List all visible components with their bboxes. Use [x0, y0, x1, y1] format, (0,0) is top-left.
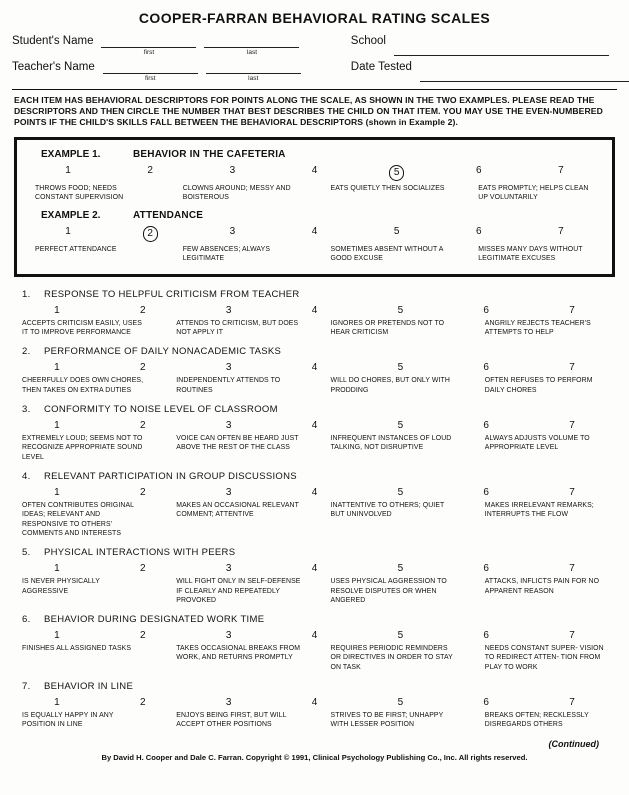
descriptor: EATS QUIETLY THEN SOCIALIZES: [330, 184, 445, 192]
scale-point[interactable]: 1: [54, 697, 60, 709]
scale-point[interactable]: 7: [569, 486, 575, 498]
scale-point: 6: [475, 226, 482, 238]
student-first-field[interactable]: [101, 34, 196, 48]
scale-point: 5: [393, 226, 400, 238]
scale-point[interactable]: 3: [225, 697, 232, 709]
scale-point[interactable]: 2: [139, 697, 146, 709]
scale-point: 7: [558, 226, 564, 238]
examples-box: [14, 137, 615, 277]
rating-item-6: [14, 614, 615, 672]
descriptor: STRIVES TO BE FIRST; UNHAPPY WITH LESSER POSITION: [330, 712, 444, 729]
example-1-descriptors: [27, 184, 602, 203]
scale-point: 3: [229, 226, 236, 238]
scale-point[interactable]: 1: [54, 420, 60, 432]
descriptor: OFTEN REFUSES TO PERFORM DAILY CHORES: [484, 377, 593, 394]
scale-point[interactable]: 3: [225, 630, 232, 642]
school-field[interactable]: [394, 42, 609, 56]
rating-item-5: [14, 547, 615, 605]
descriptor: FINISHES ALL ASSIGNED TASKS: [22, 645, 132, 653]
last-caption: last: [248, 75, 259, 82]
scale-point[interactable]: 4: [311, 697, 318, 709]
continued-note: (Continued): [548, 738, 599, 749]
scale-point[interactable]: 5: [397, 697, 404, 709]
scale-point[interactable]: 2: [139, 420, 146, 432]
rating-item-2: [14, 346, 615, 395]
scale-point[interactable]: 4: [311, 304, 318, 316]
scale-point[interactable]: 7: [569, 697, 575, 709]
example-2-scale-row: [27, 226, 602, 242]
descriptor: VOICE CAN OFTEN BE HEARD JUST ABOVE THE REST OF THE CLASS: [176, 435, 299, 452]
descriptor: IS EQUALLY HAPPY IN ANY POSITION IN LINE: [22, 712, 114, 729]
circled-scale-point: 2: [109, 226, 191, 242]
item-5-scale-row: [14, 563, 615, 574]
descriptor: THROWS FOOD; NEEDS CONSTANT SUPERVISION: [35, 184, 124, 201]
item-4-descriptors: [14, 501, 615, 538]
teacher-last-field[interactable]: [206, 60, 301, 74]
scale-point[interactable]: 1: [54, 563, 60, 575]
item-title: 4. RELEVANT PARTICIPATION IN GROUP DISCUSSIONS: [22, 470, 297, 482]
descriptor: MAKES AN OCCASIONAL RELEVANT COMMENT; ATTENTIVE: [176, 501, 299, 519]
scale-point[interactable]: 6: [483, 420, 489, 432]
descriptor: CLOWNS AROUND; MESSY AND BOISTEROUS: [182, 184, 291, 201]
header-fields: [12, 34, 617, 82]
descriptor: TAKES OCCASIONAL BREAKS FROM WORK, AND RETURNS PROMPTLY: [176, 645, 301, 662]
scale-point[interactable]: 7: [569, 304, 575, 316]
scale-point[interactable]: 4: [311, 630, 318, 642]
student-name-row: [12, 34, 351, 56]
example-2-descriptors: [27, 245, 602, 264]
copyright-footer: By David H. Cooper and Dale C. Farran. Copyright © 1991, Clinical Psychology Publishing Co., Inc. All rights reserved.: [101, 752, 528, 762]
scale-point: 7: [558, 164, 564, 176]
scale-point[interactable]: 1: [54, 630, 60, 642]
descriptor: ENJOYS BEING FIRST, BUT WILL ACCEPT OTHER POSITIONS: [176, 712, 287, 729]
page-title: COOPER-FARRAN BEHAVIORAL RATING SCALES: [138, 10, 491, 26]
date-tested-label: Date Tested: [350, 61, 412, 73]
item-6-scale-row: [14, 630, 615, 641]
scale-point[interactable]: 3: [225, 563, 232, 575]
example-1-heading: [41, 149, 602, 160]
example-1-title: BEHAVIOR IN THE CAFETERIA: [133, 148, 286, 160]
descriptor: FEW ABSENCES; ALWAYS LEGITIMATE: [182, 246, 271, 263]
descriptor: WILL FIGHT ONLY IN SELF-DEFENSE IF CLEARLY AND REPEATEDLY PROVOKED: [176, 578, 301, 604]
item-1-descriptors: [14, 319, 615, 338]
scale-point[interactable]: 7: [569, 362, 575, 374]
rating-item-1: [14, 289, 615, 338]
scale-point[interactable]: 7: [569, 420, 575, 432]
item-title: 3. CONFORMITY TO NOISE LEVEL OF CLASSROOM: [22, 404, 278, 416]
scale-point[interactable]: 4: [311, 420, 318, 432]
first-caption: first: [144, 75, 156, 82]
descriptor: ALWAYS ADJUSTS VOLUME TO APPROPRIATE LEVEL: [484, 435, 590, 452]
descriptor: ATTACKS, INFLICTS PAIN FOR NO APPARENT REASON: [484, 578, 600, 595]
scale-point[interactable]: 3: [225, 420, 232, 432]
school-row: [351, 34, 617, 56]
item-4-scale-row: [14, 487, 615, 498]
scale-point[interactable]: 6: [483, 563, 489, 575]
scale-point[interactable]: 6: [483, 304, 489, 316]
descriptor: IGNORES OR PRETENDS NOT TO HEAR CRITICISM: [330, 319, 445, 337]
descriptor: OFTEN CONTRIBUTES ORIGINAL IDEAS; RELEVANT AND RESPONSIVE TO OTHERS' COMMENTS AND INTERESTS: [22, 501, 134, 537]
scale-point[interactable]: 5: [397, 486, 404, 498]
item-title: 5. PHYSICAL INTERACTIONS WITH PEERS: [22, 547, 236, 559]
scale-point[interactable]: 7: [569, 630, 575, 642]
item-2-scale-row: [14, 362, 615, 373]
scale-point[interactable]: 2: [139, 362, 146, 374]
instructions-text: EACH ITEM HAS BEHAVIORAL DESCRIPTORS FOR POINTS ALONG THE SCALE, AS SHOWN IN THE TWO EXAMPLES. PLEASE READ THE DESCRIPTORS AND THEN CIRCLE THE NUMBER THAT BEST DESCRIBES THE CHILD ON THAT ITEM. YOU MAY USE THE EVEN-NUMBERED POINTS IF THE CHILD'S SKILLS FALL BETWEEN THE BEHAVIORAL DESCRIPTORS (shown in Example 2).: [14, 95, 603, 128]
descriptor: ATTENDS TO CRITICISM, BUT DOES NOT APPLY IT: [176, 319, 299, 337]
item-title: 1. RESPONSE TO HELPFUL CRITICISM FROM TEACHER: [22, 288, 300, 300]
item-2-descriptors: [14, 376, 615, 395]
rating-item-3: [14, 404, 615, 462]
example-2-heading: [41, 210, 602, 221]
scale-point[interactable]: 6: [483, 697, 489, 709]
scale-point[interactable]: 5: [397, 630, 404, 642]
scale-point[interactable]: 4: [311, 486, 318, 498]
scale-point[interactable]: 4: [311, 362, 318, 374]
scale-point: 4: [311, 226, 318, 238]
scale-point[interactable]: 3: [225, 304, 232, 316]
scale-point[interactable]: 2: [139, 563, 146, 575]
circled-scale-point: 5: [356, 165, 438, 181]
teacher-name-label: Teacher's Name: [12, 61, 95, 73]
descriptor: PERFECT ATTENDANCE: [35, 246, 117, 254]
item-title: 7. BEHAVIOR IN LINE: [22, 681, 134, 693]
last-caption: last: [246, 49, 258, 56]
scale-point[interactable]: 2: [139, 304, 146, 316]
descriptor: INATTENTIVE TO OTHERS; QUIET BUT UNINVOLVED: [330, 501, 445, 519]
scale-point[interactable]: 2: [139, 630, 146, 642]
scale-point[interactable]: 5: [397, 304, 404, 316]
scale-point[interactable]: 5: [397, 362, 404, 374]
date-tested-field[interactable]: [420, 68, 629, 82]
student-name-label: Student's Name: [12, 35, 94, 47]
scale-point[interactable]: 3: [225, 362, 232, 374]
item-title: 6. BEHAVIOR DURING DESIGNATED WORK TIME: [22, 614, 265, 626]
descriptor: USES PHYSICAL AGGRESSION TO RESOLVE DISPUTES OR WHEN ANGERED: [330, 578, 447, 604]
scale-point: 3: [229, 164, 236, 176]
descriptor: EXTREMELY LOUD; SEEMS NOT TO RECOGNIZE APPROPRIATE SOUND LEVEL: [22, 435, 143, 461]
scale-point[interactable]: 1: [54, 362, 60, 374]
item-6-descriptors: [14, 644, 615, 672]
scale-point[interactable]: 3: [225, 486, 232, 498]
scale-point[interactable]: 6: [483, 486, 489, 498]
descriptor: MAKES IRRELEVANT REMARKS; INTERRUPTS THE FLOW: [484, 501, 594, 519]
descriptor: BREAKS OFTEN; RECKLESSLY DISREGARDS OTHERS: [484, 712, 589, 729]
teacher-first-field[interactable]: [103, 60, 198, 74]
item-7-scale-row: [14, 697, 615, 708]
header-divider: [12, 89, 617, 90]
scale-point[interactable]: 7: [569, 563, 575, 575]
item-1-scale-row: [14, 305, 615, 316]
item-5-descriptors: [14, 577, 615, 605]
scale-point[interactable]: 1: [54, 486, 60, 498]
school-label: School: [350, 35, 386, 47]
first-caption: first: [143, 49, 155, 56]
descriptor: IS NEVER PHYSICALLY AGGRESSIVE: [22, 578, 100, 595]
descriptor: EATS PROMPTLY; HELPS CLEAN UP VOLUNTARILY: [478, 184, 589, 201]
rating-item-4: [14, 471, 615, 538]
scale-point: 2: [147, 164, 153, 176]
scale-point[interactable]: 2: [139, 486, 146, 498]
descriptor: MISSES MANY DAYS WITHOUT LEGITIMATE EXCUSES: [478, 246, 583, 263]
descriptor: WILL DO CHORES, BUT ONLY WITH PRODDING: [330, 377, 450, 394]
item-3-descriptors: [14, 434, 615, 462]
descriptor: INDEPENDENTLY ATTENDS TO ROUTINES: [176, 377, 281, 394]
descriptor: INFREQUENT INSTANCES OF LOUD TALKING, NOT DISRUPTIVE: [330, 435, 452, 452]
scale-point[interactable]: 5: [397, 420, 404, 432]
example-2-label: EXAMPLE 2.: [41, 210, 101, 222]
scale-point[interactable]: 1: [54, 304, 60, 316]
item-3-scale-row: [14, 420, 615, 431]
scale-point: 1: [65, 164, 71, 176]
descriptor: CHEERFULLY DOES OWN CHORES, THEN TAKES ON EXTRA DUTIES: [22, 377, 144, 394]
descriptor: ANGRILY REJECTS TEACHER'S ATTEMPTS TO HELP: [484, 319, 591, 337]
item-title: 2. PERFORMANCE OF DAILY NONACADEMIC TASKS: [22, 346, 282, 358]
scale-point: 4: [311, 164, 318, 176]
teacher-name-row: [12, 60, 351, 82]
example-1-label: EXAMPLE 1.: [41, 148, 101, 160]
descriptor: NEEDS CONSTANT SUPER- VISION TO REDIRECT ATTEN- TION FROM PLAY TO WORK: [484, 645, 604, 671]
scale-point[interactable]: 5: [397, 563, 404, 575]
scale-point: 6: [475, 164, 482, 176]
scale-point[interactable]: 6: [483, 362, 489, 374]
descriptor: REQUIRES PERIODIC REMINDERS OR DIRECTIVES IN ORDER TO STAY ON TASK: [330, 645, 453, 671]
rating-item-7: [14, 681, 615, 730]
descriptor: ACCEPTS CRITICISM EASILY, USES IT TO IMPROVE PERFORMANCE: [22, 319, 142, 337]
scale-point: 1: [65, 226, 71, 238]
example-2-title: ATTENDANCE: [133, 210, 204, 222]
scale-point[interactable]: 6: [483, 630, 489, 642]
date-tested-row: [351, 60, 617, 82]
descriptor: SOMETIMES ABSENT WITHOUT A GOOD EXCUSE: [330, 246, 444, 263]
example-1-scale-row: [27, 165, 602, 181]
scale-point[interactable]: 4: [311, 563, 318, 575]
student-last-field[interactable]: [204, 34, 299, 48]
item-7-descriptors: [14, 711, 615, 730]
